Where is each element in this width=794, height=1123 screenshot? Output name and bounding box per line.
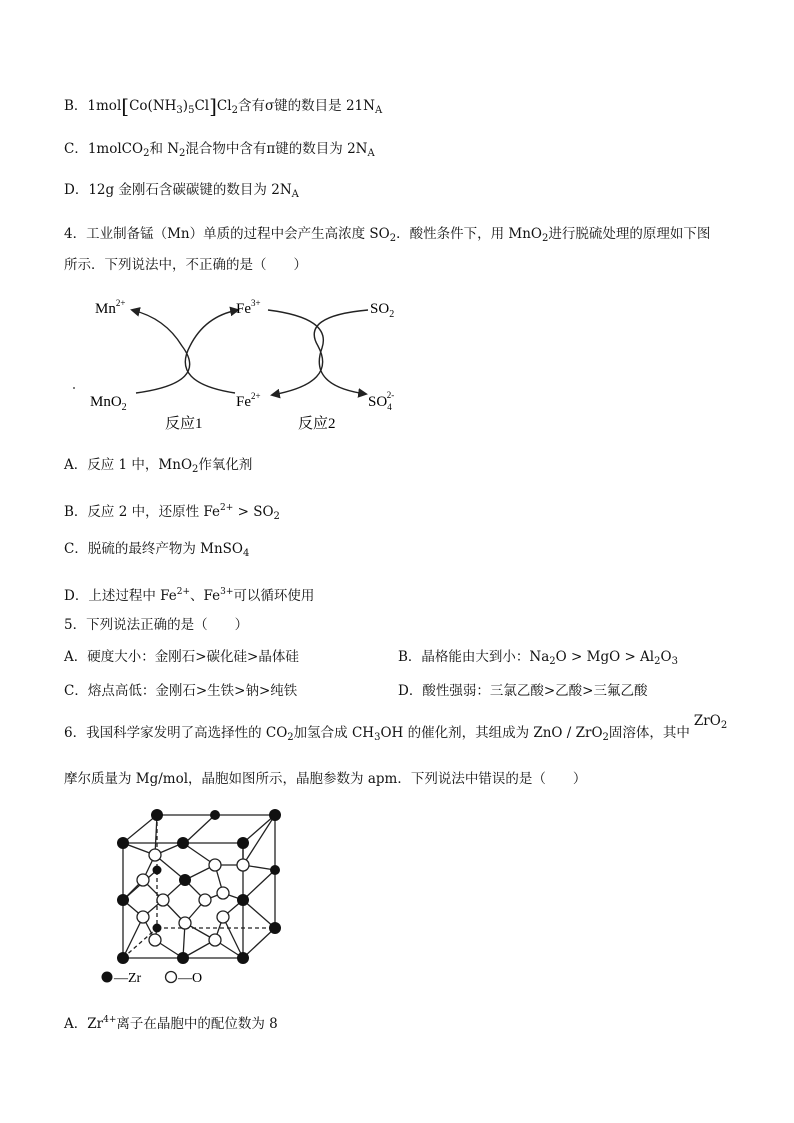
q4-option-c: C．脱硫的最终产物为 MnSO$_4$ bbox=[64, 541, 250, 559]
legend-zr: —Zr bbox=[114, 971, 142, 986]
q5-option-d: D．酸性强弱：三氯乙酸>乙酸>三氟乙酸 bbox=[398, 683, 648, 699]
label-so2: $SO_2$ bbox=[370, 301, 395, 320]
q3-option-c: C．1molCO$_2$和 $N_2$混合物中含有π键的数目为 $2N_A$ bbox=[64, 141, 375, 159]
q6-stem-line2: 摩尔质量为 Mg/mol，晶胞如图所示，晶胞参数为 apm．下列说法中错误的是（ ） bbox=[64, 771, 587, 787]
legend-o-marker bbox=[166, 972, 177, 983]
zro2-formula: ZrO$_2$ bbox=[693, 713, 728, 731]
label-mn2plus: $Mn^{2+}$ bbox=[95, 298, 126, 317]
reaction1-right-arc bbox=[185, 310, 238, 393]
q6-stem-line1: 6．我国科学家发明了高选择性的 $CO_2$加氢合成 $CH_3OH$ 的催化剂，其组成为 ZnO / ZrO$_2$固溶体，其中ZrO$_2$ bbox=[64, 713, 728, 743]
reaction2-right-arc bbox=[268, 310, 366, 394]
label-reaction2: 反应2 bbox=[298, 416, 336, 432]
label-reaction1: 反应1 bbox=[165, 416, 203, 432]
q4-stem-line1: 4．工业制备锰（Mn）单质的过程中会产生高浓度 $SO_2$．酸性条件下，用 MnO$_2$进行脱硫处理的原理如下图 bbox=[64, 226, 711, 244]
label-so4: $SO_42-$ bbox=[368, 390, 395, 412]
q3-option-b: B．$1mol[Co(NH_3)_5Cl]Cl_2$含有σ键的数目是 $21N_A$ bbox=[64, 94, 383, 118]
q6-option-a: A．$Zr^{4+}$离子在晶胞中的配位数为 8 bbox=[64, 1015, 278, 1032]
legend-o: —O bbox=[178, 971, 203, 986]
desulfurization-diagram bbox=[70, 288, 410, 438]
q5-stem: 5．下列说法正确的是（ ） bbox=[64, 617, 249, 633]
label-mno2: MnO$_2$ bbox=[90, 394, 127, 413]
q5-option-a: A．硬度大小：金刚石>碳化硅>晶体硅 bbox=[64, 649, 299, 665]
label-fe2plus: $Fe^{2+}$ bbox=[236, 391, 261, 410]
q4-option-b: B．反应 2 中，还原性 $Fe^{2+} > SO_2$ bbox=[64, 503, 280, 522]
q5-option-c: C．熔点高低：金刚石>生铁>钠>纯铁 bbox=[64, 683, 298, 699]
unit-cell-diagram bbox=[95, 805, 285, 990]
q4-stem-line2: 所示．下列说法中，不正确的是（ ） bbox=[64, 257, 307, 273]
legend-zr-marker bbox=[102, 972, 113, 983]
q4-option-d: D．上述过程中 $Fe^{2+}$、$Fe^{3+}$可以循环使用 bbox=[64, 587, 315, 604]
q5-option-b: B．晶格能由大到小：$Na_2O$ > MgO > $Al_2O_3$ bbox=[398, 649, 678, 667]
reaction1-left-arc bbox=[132, 310, 190, 393]
q3-option-d: D．12g 金刚石含碳碳键的数目为 $2N_A$ bbox=[64, 182, 299, 200]
q4-option-a: A．反应 1 中，MnO$_2$作氧化剂 bbox=[64, 457, 253, 475]
label-fe3plus: $Fe^{3+}$ bbox=[236, 298, 261, 317]
